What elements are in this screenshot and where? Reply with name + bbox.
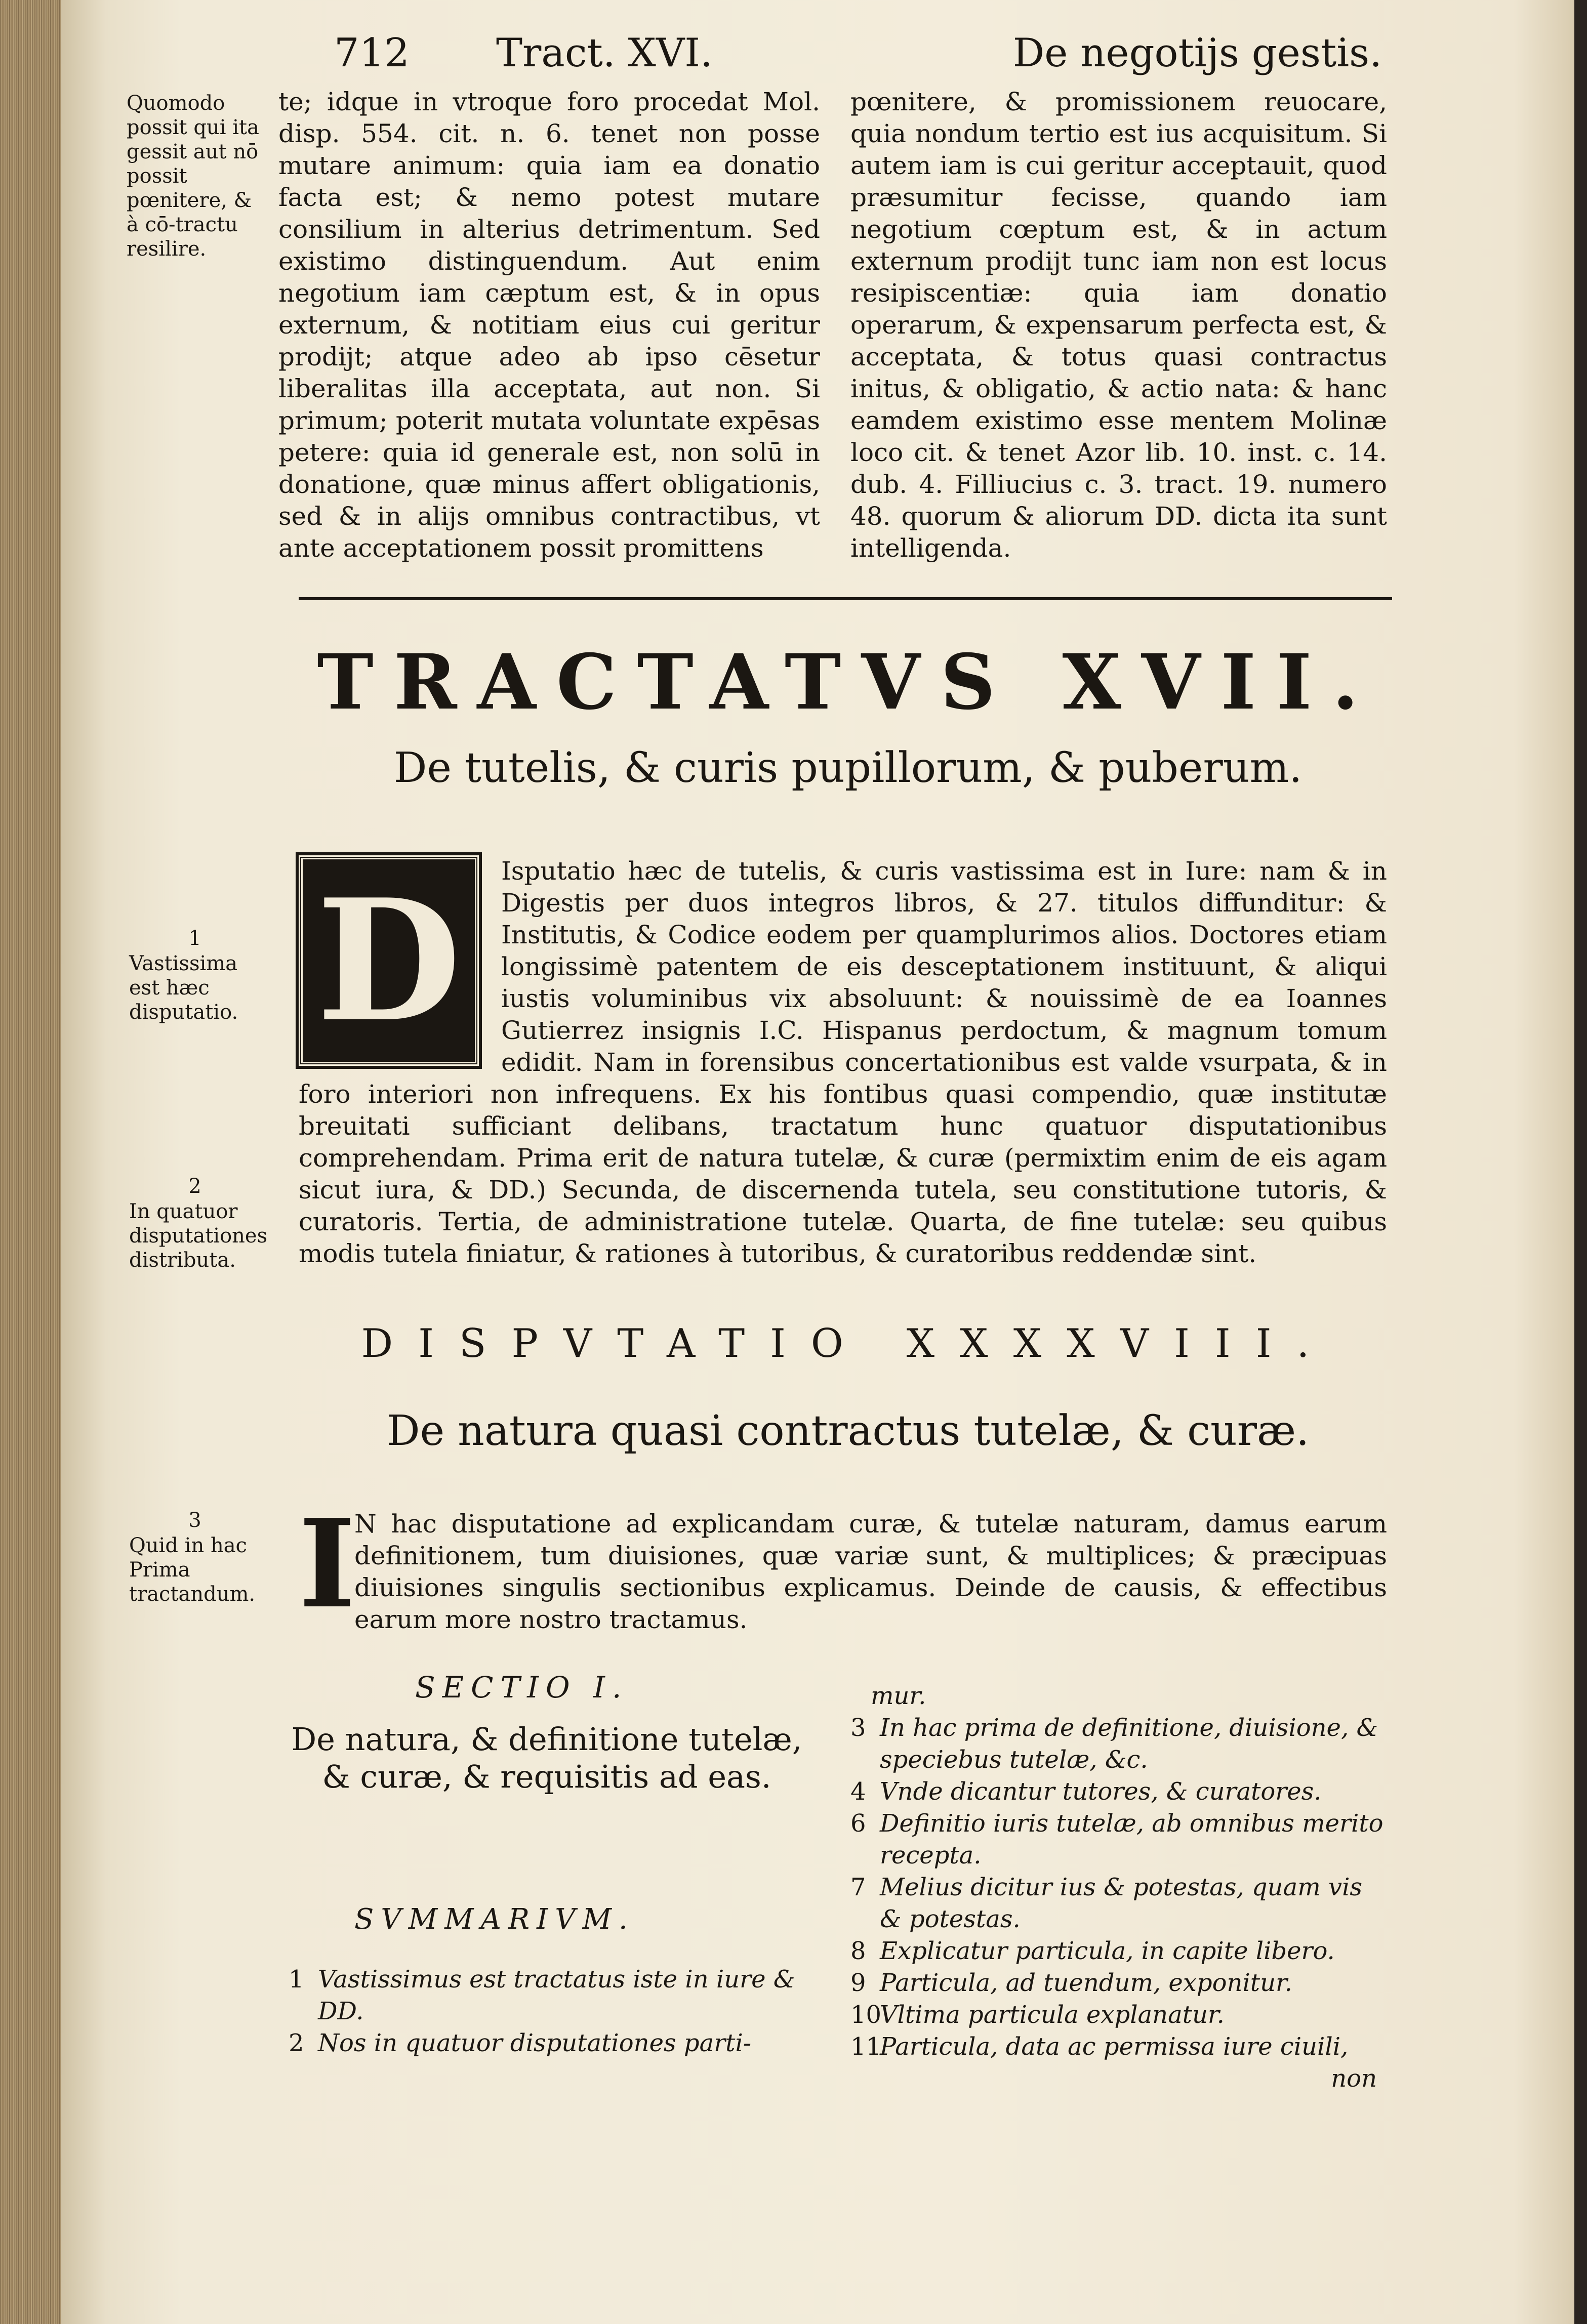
running-title: De negotijs gestis. bbox=[1012, 30, 1382, 76]
summary-title: SVMMARIVM. bbox=[354, 1903, 635, 1936]
summary-number: 6 bbox=[850, 1809, 866, 1838]
summary-item bbox=[850, 1776, 1387, 1808]
summary-text: Vltima particula explanatur. bbox=[880, 2001, 1225, 2029]
book-binding-edge bbox=[0, 0, 61, 2324]
summary-item bbox=[850, 1808, 1387, 1872]
summary-number: 7 bbox=[850, 1873, 866, 1901]
summary-item bbox=[850, 2031, 1387, 2063]
summary-item bbox=[850, 1712, 1387, 1776]
margin-note-2-number: 2 bbox=[188, 1175, 201, 1198]
summary-number: 3 bbox=[850, 1714, 866, 1742]
summary-number: 9 bbox=[850, 1969, 866, 1997]
summary-number: 11 bbox=[850, 2032, 882, 2061]
summary-number: 1 bbox=[289, 1965, 304, 1994]
summary-list-right bbox=[850, 1680, 1387, 2095]
summary-number: 2 bbox=[289, 2029, 304, 2057]
intro-text: Isputatio hæc de tutelis, & curis vastissima est in Iure: nam & in Digestis per duos integros libros, & 27. titulos diffunditur: & Institutis, & Codice eodem per quamplurimos alios. Doctores etiam longissimè patentem de eis desceptationem instituunt, & aliqui iustis voluminibus vix absoluunt: & nouissimè de ea Ioannes Gutierrez insignis I.C. Hispanus perdoctum, & magnum tomum edidit. Nam in forensibus concertationibus est valde vsurpata, & in foro interiori non infrequens. Ex his fontibus quasi compendio, quæ institutæ breuitati sufficiant delibans, tractatum hunc quatuor disputationibus comprehendam. Prima erit de natura tutelæ, & curæ (permixtim enim de eis agam sicut iura, & DD.) Secunda, de discernenda tutela, seu constitutione tutoris, & curatoris. Tertia, de administratione tutelæ. Quarta, de fine tutelæ: seu quibus modis tutela finiatur, & rationes à tutoribus, & curatoribus reddendæ sint. bbox=[299, 856, 1387, 1268]
disputatio-subtitle: De natura quasi contractus tutelæ, & curæ. bbox=[386, 1407, 1310, 1455]
summary-text: Particula, ad tuendum, exponitur. bbox=[880, 1969, 1292, 1997]
summary-item bbox=[850, 1967, 1387, 1999]
summary-text: Nos in quatuor disputationes parti- bbox=[318, 2029, 752, 2057]
top-left-text: te; idque in vtroque foro procedat Mol. disp. 554. cit. n. 6. tenet non posse mutare animum: quia iam ea donatio facta est; & nemo potest mutare consilium in alterius detrimentum. Sed existimo distinguendum. Aut enim negotium iam cæptum est, & in opus externum, & notitiam eius cui geritur prodijt; atque adeo ab ipso cēsetur liberalitas illa acceptata, aut non. Si primum; poterit mutata voluntate expēsas petere: quia id generale est, non solū in donatione, quæ minus affert obligationis, sed & in alijs omnibus contractibus, vt ante acceptationem possit promittens bbox=[278, 87, 820, 563]
summary-number: 8 bbox=[850, 1937, 866, 1965]
margin-note-3: Quid in hac Prima tractandum. bbox=[129, 1534, 256, 1606]
summary-list-left bbox=[289, 1964, 815, 2059]
summary-text: Particula, data ac permissa iure ciuili, bbox=[880, 2032, 1349, 2061]
summary-number: 10 bbox=[850, 2001, 882, 2029]
summary-text: Vastissimus est tractatus iste in iure & DD. bbox=[318, 1965, 795, 2025]
running-header bbox=[268, 30, 1382, 86]
dropcap-spacer bbox=[299, 855, 501, 1063]
summary-continuation: mur. bbox=[871, 1682, 926, 1710]
summary-text: Definitio iuris tutelæ, ab omnibus merito recepta. bbox=[880, 1809, 1383, 1870]
disputatio-paragraph: N hac disputatione ad explicandam curæ, & tutelæ naturam, damus earum definitionem, tum diuisiones, quæ variæ sunt, & multiplices; & præcipuas diuisiones singulis sectionibus explicamus. Deinde de causis, & effectibus earum more nostro tractamus. bbox=[354, 1509, 1387, 1634]
top-right-column bbox=[850, 86, 1387, 564]
top-left-column bbox=[278, 86, 820, 564]
catchword: non bbox=[1331, 2064, 1377, 2093]
disputatio-title: DISPVTATIO XXXXVIII. bbox=[361, 1321, 1335, 1366]
margin-note-top: Quomodo possit qui ita gessit aut nō possit pœnitere, & à cō-tractu resilire. bbox=[127, 92, 259, 261]
summary-item bbox=[850, 1935, 1387, 1967]
tractatus-subtitle: De tutelis, & curis pupillorum, & puberum. bbox=[393, 744, 1303, 792]
summary-item bbox=[850, 1872, 1387, 1935]
margin-note-2: In quatuor disputationes distributa. bbox=[129, 1200, 268, 1272]
summary-number: 4 bbox=[850, 1777, 866, 1806]
tract-label: Tract. XVI. bbox=[496, 30, 713, 76]
section-divider-rule bbox=[299, 597, 1392, 600]
summary-text: Explicatur particula, in capite libero. bbox=[880, 1937, 1335, 1965]
summary-text: In hac prima de definitione, diuisione, & speciebus tutelæ, &c. bbox=[880, 1714, 1378, 1774]
summary-item bbox=[850, 1999, 1387, 2031]
margin-note-3-number: 3 bbox=[188, 1509, 201, 1532]
tractatus-title: TRACTATVS XVII. bbox=[317, 638, 1379, 727]
margin-note-1-number: 1 bbox=[188, 927, 201, 950]
disputatio-drop-cap: I bbox=[299, 1492, 356, 1635]
margin-note-1: Vastissima est hæc disputatio. bbox=[129, 952, 238, 1024]
page-number: 712 bbox=[334, 30, 410, 76]
summary-item bbox=[289, 2027, 815, 2059]
summary-text: Vnde dicantur tutores, & curatores. bbox=[880, 1777, 1322, 1806]
section-title: SECTIO I. bbox=[415, 1670, 629, 1705]
top-right-text: pœnitere, & promissionem reuocare, quia nondum tertio est ius acquisitum. Si autem iam is cui geritur acceptauit, quod præsumitur fecisse, quando iam negotium cœptum est, & in actum externum prodijt tunc iam non est locus resipiscentiæ: quia iam donatio operarum, & expensarum perfecta est, & acceptata, & totus quasi contractus initus, & obligatio, & actio nata: & hanc eamdem existimo esse mentem Molinæ loco cit. & tenet Azor lib. 10. inst. c. 14. dub. 4. Filliucius c. 3. tract. 19. numero 48. quorum & aliorum DD. dicta ita sunt intelligenda. bbox=[850, 87, 1387, 563]
summary-item bbox=[289, 1964, 815, 2027]
drop-cap-initial: D bbox=[299, 855, 479, 1066]
section-subtitle: De natura, & definitione tutelæ, & curæ, & requisitis ad eas. bbox=[291, 1721, 802, 1795]
intro-paragraph bbox=[299, 855, 1387, 1270]
summary-text: Melius dicitur ius & potestas, quam vis & potestas. bbox=[880, 1873, 1363, 1933]
